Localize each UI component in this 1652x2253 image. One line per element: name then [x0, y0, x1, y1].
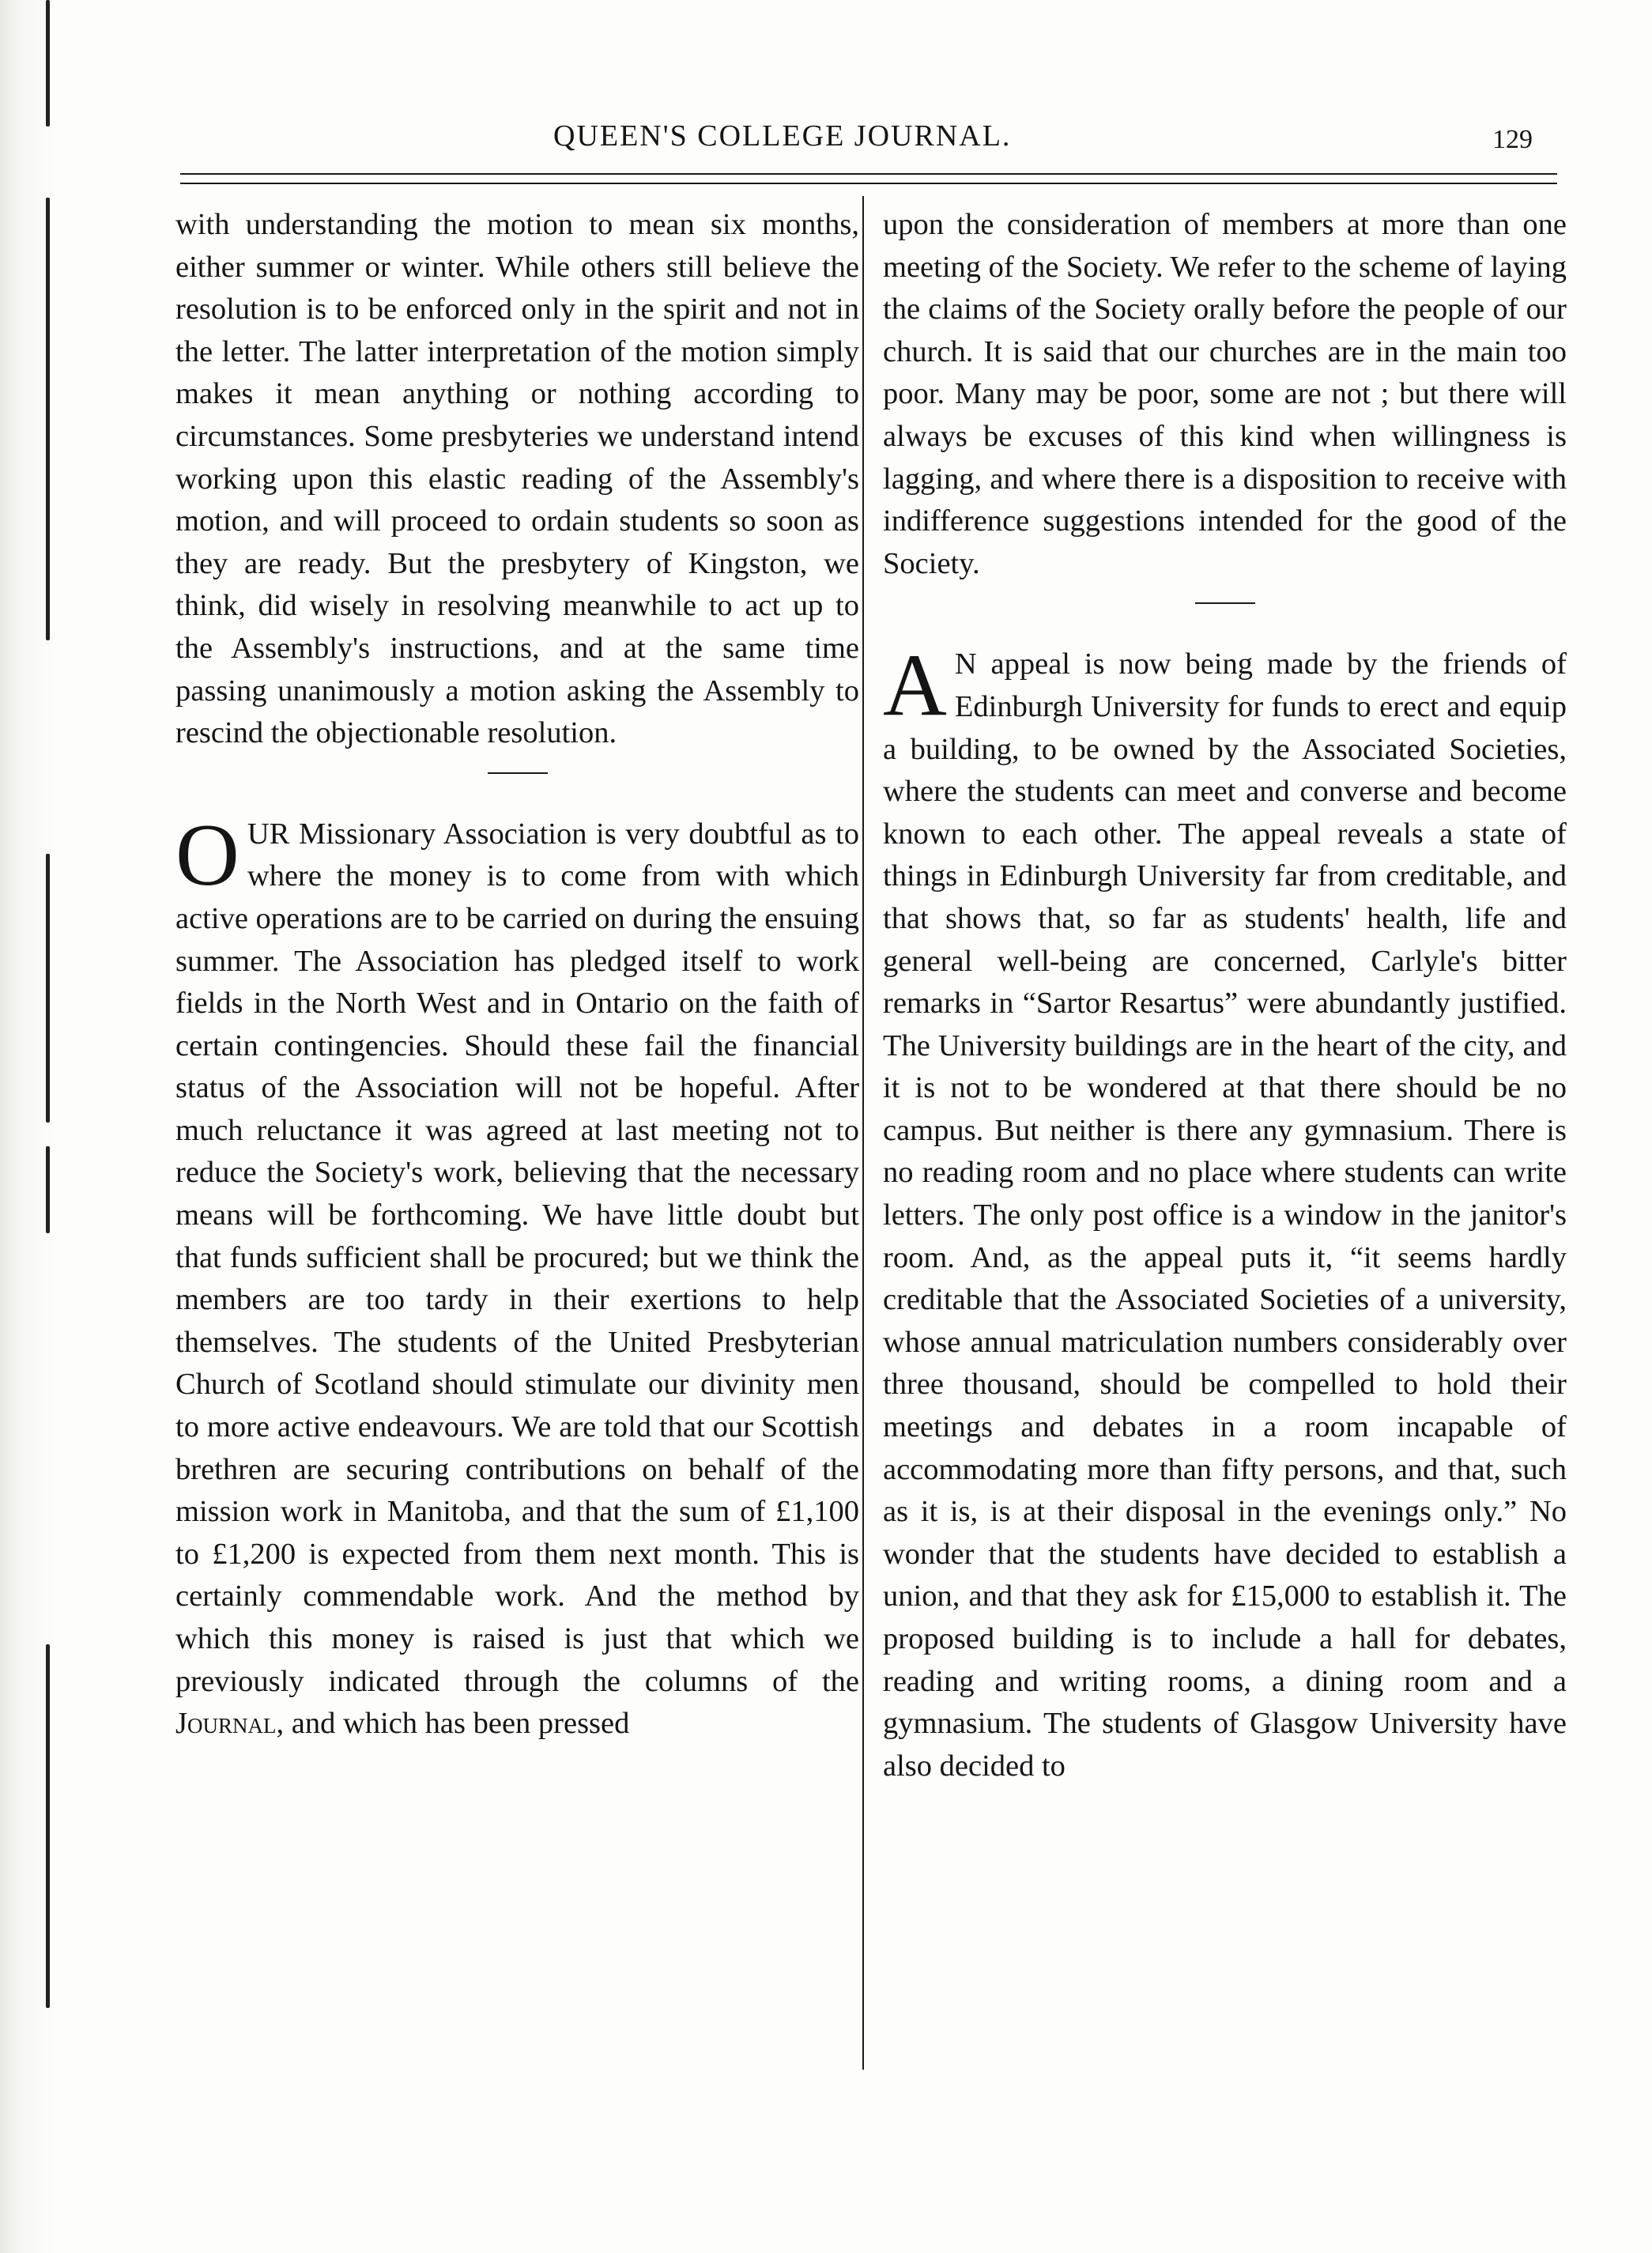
running-title: QUEEN'S COLLEGE JOURNAL.: [553, 119, 1012, 153]
binding-edge-mark: [46, 1146, 50, 1233]
paragraph: [883, 636, 1567, 1787]
right-column: [883, 204, 1567, 1787]
binding-edge-mark: [46, 0, 50, 126]
binding-edge-mark: [46, 1644, 50, 2008]
paragraph: upon the consideration of members at more than one meeting of the Society. We refer to the scheme of laying the claims of the Society orally before the people of our church. It is said that our churches are in the main too poor. Many may be poor, some are not ; but there will always be excuses of this kind when willingness is lagging, and where there is a disposition to receive with indifference suggestions intended for the good of the Society.: [883, 208, 1567, 580]
header-rule-bottom: [180, 183, 1557, 184]
journal-name: Journal: [175, 1707, 277, 1741]
left-column: [175, 204, 859, 1745]
section-separator: [488, 772, 548, 774]
paragraph-text: N appeal is now being made by the friends of Edinburgh University for funds to erect and equip a building, to be owned by the Associated Societies, where the students can meet and converse and become known to each other. The appeal reveals a state of things in Edinburgh University far from creditable, and that shows that, so far as students' health, life and general well-being are concerned, Carlyle's bitter remarks in “Sartor Resartus” were abundantly justified. The University buildings are in the heart of the city, and it is not to be wondered at that there should be no campus. But neither is there any gymnasium. There is no reading room and no place where students can write letters. The only post office is a window in the janitor's room. And, as the appeal puts it, “it seems hardly creditable that the Associated Societies of a university, whose annual matriculation numbers considerably over three thousand, should be compelled to hold their meetings and debates in a room incapable of accommodating more than fifty persons, and that, such as it is, is at their disposal in the evenings only.” No wonder that the students have decided to establish a union, and that they ask for £15,000 to establish it. The proposed building is to include a hall for debates, reading and writing rooms, a dining room and a gymnasium. The students of Glasgow University have also decided to: [883, 647, 1567, 1783]
binding-edge-mark: [46, 854, 50, 1123]
paragraph-text: UR Missionary Association is very doubtful as to where the money is to come from with which active operations are to be carried on during the ensuing summer. The Association has pledged itself to work fields in the North West and in Ontario on the faith of certain contingencies. Should these fail the financial status of the Association will not be hopeful. After much reluctance it was agreed at last meeting not to reduce the Society's work, believing that the necessary means will be forthcoming. We have little doubt but that funds sufficient shall be procured; but we think the members are too tardy in their exertions to help themselves. The students of the United Presbyterian Church of Scotland should stimulate our divinity men to more active endeavours. We are told that our Scottish brethren are securing contributions on behalf of the mission work in Manitoba, and that the sum of £1,100 to £1,200 is expected from them next month. This is certainly commendable work. And the method by which this money is raised is just that which we previously indicated through the columns of the: [175, 817, 859, 1698]
section-separator: [1195, 602, 1255, 604]
paragraph: with understanding the motion to mean six months, either summer or winter. While others still believe the resolution is to be enforced only in the spirit and not in the letter. The latter interpretation of the motion simply makes it mean anything or nothing according to circumstances. Some presbyteries we understand intend working upon this elastic reading of the Assembly's motion, and will proceed to ordain students so soon as they are ready. But the presbytery of Kingston, we think, did wisely in resolving meanwhile to act up to the Assembly's instructions, and at the same time passing unanimously a motion asking the Assembly to rescind the objectionable resolution.: [175, 208, 859, 750]
drop-cap: O: [175, 806, 240, 904]
header-rule-top: [180, 173, 1557, 175]
drop-cap: A: [883, 636, 947, 735]
binding-edge-mark: [46, 198, 50, 640]
page-number: 129: [1492, 125, 1533, 154]
column-divider: [862, 196, 864, 2070]
paragraph-text: , and which has been pressed: [276, 1707, 630, 1741]
paragraph: [175, 806, 859, 1745]
